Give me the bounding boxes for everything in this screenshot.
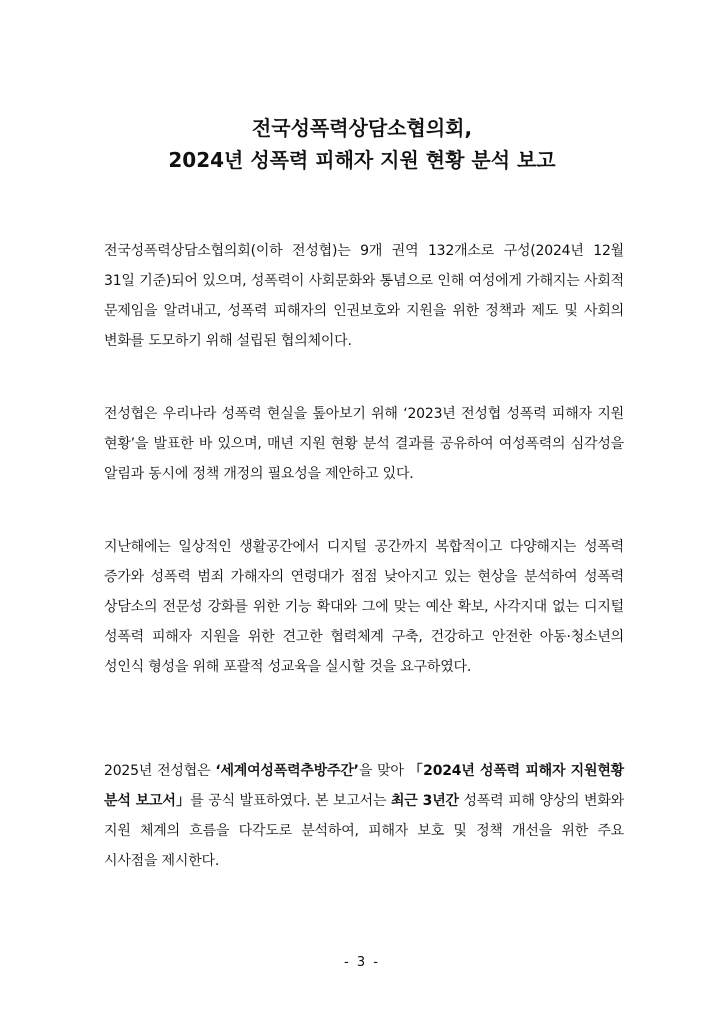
paragraph-announcement [104, 756, 624, 876]
page-number: - 3 - [344, 955, 380, 970]
paragraph-text: 2025년 전성협은 [104, 763, 216, 779]
highlight-report-title: 「2024년 성폭력 피해자 지원현황 분석 보고서」 [104, 763, 624, 809]
document-title-line1: 전국성폭력상담소협의회, [251, 116, 473, 140]
paragraph-text: 를 공식 발표하였다. 본 보고서는 [190, 793, 391, 809]
highlight-campaign-week: ‘세계여성폭력추방주간’ [215, 763, 359, 779]
document-title-line2: 2024년 성폭력 피해자 지원 현황 분석 보고 [168, 148, 556, 172]
paragraph-history: 전성협은 우리나라 성폭력 현실을 톺아보기 위해 ‘2023년 전성협 성폭력 피해자 지원 현황’을 발표한 바 있으며, 매년 지원 현황 분석 결과를 공유하여 여성폭력의 심각성을 알림과 동시에 정책 개정의 필요성을 제안하고 있다. [104, 406, 624, 482]
paragraph-text: 을 맞아 [358, 763, 409, 779]
paragraph-text: 성폭력 피해 양상의 변화와 지원 체계의 흐름을 다각도로 분석하여, 피해자 보호 및 정책 개선을 위한 주요 시사점을 제시한다. [104, 793, 624, 869]
highlight-period: 최근 3년간 [390, 793, 459, 809]
paragraph-last-year: 지난해에는 일상적인 생활공간에서 디지털 공간까지 복합적이고 다양해지는 성폭력 증가와 성폭력 범죄 가해자의 연령대가 점점 낮아지고 있는 현상을 분석하여 성폭력 상담소의 전문성 강화를 위한 기능 확대와 그에 맞는 예산 확보, 사각지대 없는 디지털 성폭력 피해자 지원을 위한 견고한 협력체계 구축, 건강하고 안전한 아동·청소년의 성인식 형성을 위해 포괄적 성교육을 실시할 것을 요구하였다. [104, 539, 624, 675]
paragraph-intro: 전국성폭력상담소협의회(이하 전성협)는 9개 권역 132개소로 구성(2024년 12월 31일 기준)되어 있으며, 성폭력이 사회문화와 통념으로 인해 여성에게 가해지는 사회적 문제임을 알려내고, 성폭력 피해자의 인권보호와 지원을 위한 정책과 제도 및 사회의 변화를 도모하기 위해 설립된 협의체이다. [104, 243, 624, 349]
